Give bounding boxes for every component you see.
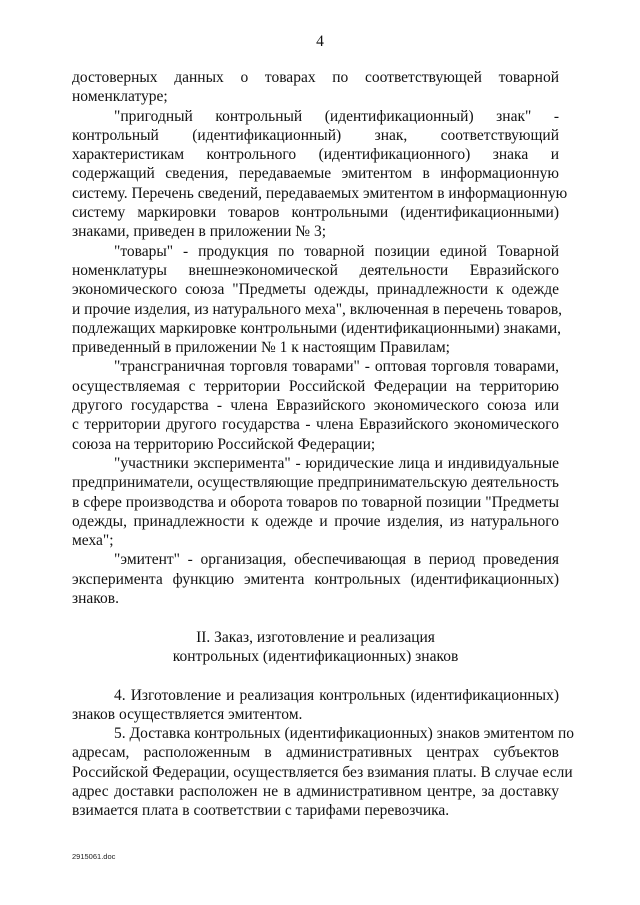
text-line: номенклатуре; — [72, 88, 168, 106]
text-line: Российской Федерации, осуществляется без взимания платы. В случае если — [72, 763, 573, 781]
text-line: содержащий сведения, передаваемые эмитентом в информационную — [72, 165, 559, 183]
footer-filename: 2915061.doc — [72, 852, 116, 861]
page-number: 4 — [316, 33, 324, 50]
text-line: экономического союза "Предметы одежды, принадлежности к одежде — [72, 281, 559, 299]
paragraph-definition-suitable-mark — [72, 107, 568, 242]
paragraph-definition-issuer — [72, 550, 559, 608]
section-heading — [72, 628, 559, 667]
text-line: знаков осуществляется эмитентом. — [72, 705, 303, 723]
text-line: эксперимента функцию эмитента контрольных (идентификационных) — [72, 570, 559, 588]
text-line: адрес доставки расположен не в административном центре, за доставку — [72, 782, 559, 800]
text-line: "участники эксперимента" - юридические лица и индивидуальные — [114, 454, 559, 472]
text-line: систему маркировки товаров контрольными (идентификационными) — [72, 204, 559, 222]
text-line: характеристикам контрольного (идентификационного) знака и — [72, 146, 559, 164]
text-line: и прочие изделия, из натурального меха", включенная в перечень товаров, — [72, 300, 563, 318]
text-line: другого государства - члена Евразийского экономического союза или — [72, 397, 559, 415]
text-line: адресам, расположенным в административных центрах субъектов — [72, 744, 559, 762]
text-line: "эмитент" - организация, обеспечивающая в период проведения — [114, 551, 559, 569]
spacer — [72, 666, 559, 685]
text-line: достоверных данных о товарах по соответствующей товарной — [72, 69, 559, 86]
text-line: "пригодный контрольный (идентификационный) знак" - — [114, 107, 559, 125]
paragraph-definition-participants — [72, 454, 559, 550]
text-line: взимается плата в соответствии с тарифами перевозчика. — [72, 802, 450, 820]
text-line: приведенный в приложении № 1 к настоящим Правилам; — [72, 339, 450, 357]
text-line: осуществляемая с территории Российской Федерации на территорию — [72, 377, 559, 395]
paragraph-item-4 — [72, 686, 559, 725]
text-line: союза на территорию Российской Федерации; — [72, 435, 376, 453]
text-line: "товары" - продукция по товарной позиции единой Товарной — [114, 242, 559, 260]
text-line: знаков. — [72, 590, 119, 608]
text-line: предприниматели, осуществляющие предпринимательскую деятельность — [72, 474, 559, 492]
text-line: номенклатуры внешнеэкономической деятельности Евразийского — [72, 261, 559, 279]
document-body — [72, 68, 575, 821]
text-line: подлежащих маркировке контрольными (идентификационными) знаками, — [72, 319, 561, 337]
text-line: меха"; — [72, 532, 114, 550]
section-heading-line: контрольных (идентификационных) знаков — [172, 647, 459, 665]
section-heading-line: II. Заказ, изготовление и реализация — [196, 628, 435, 646]
paragraph-item-5 — [72, 724, 575, 820]
text-line: в сфере производства и оборота товаров по товарной позиции "Предметы — [72, 493, 559, 511]
text-line: с территории другого государства - члена Евразийского экономического — [72, 416, 559, 434]
text-line: "трансграничная торговля товарами" - оптовая торговля товарами, — [114, 358, 559, 376]
paragraph-definition-goods — [72, 242, 563, 358]
paragraph-definition-cross-border-trade — [72, 357, 559, 453]
text-line: знаками, приведен в приложении № 3; — [72, 223, 327, 241]
text-line: систему. Перечень сведений, передаваемых эмитентом в информационную — [72, 184, 568, 202]
spacer — [72, 608, 559, 627]
text-line: 5. Доставка контрольных (идентификационных) знаков эмитентом по — [114, 725, 575, 743]
paragraph-nomenclature-continuation — [72, 68, 559, 107]
text-line: контрольный (идентификационный) знак, соответствующий — [72, 126, 559, 144]
text-line: одежды, принадлежности к одежде и прочие изделия, из натурального — [72, 512, 559, 530]
text-line: 4. Изготовление и реализация контрольных (идентификационных) — [114, 686, 559, 704]
